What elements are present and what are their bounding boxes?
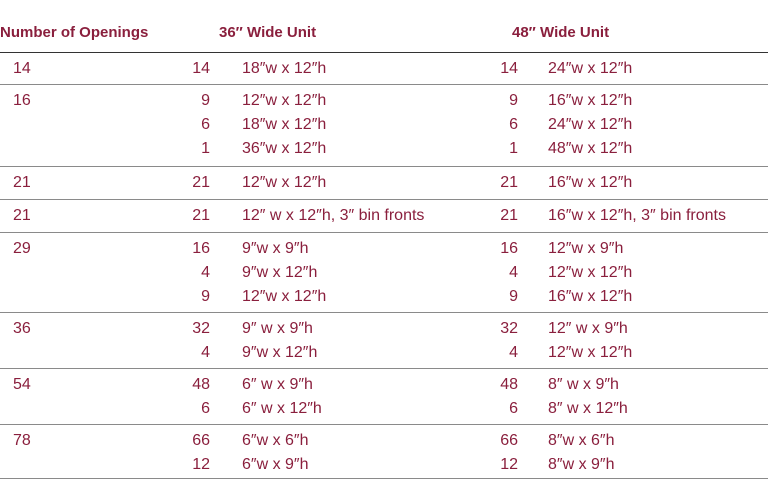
table-row: [0, 453, 768, 477]
qty-48: 32: [500, 320, 518, 337]
table-row: [0, 317, 768, 341]
table-row: [0, 341, 768, 365]
size-36: 9″w x 12″h: [242, 264, 318, 281]
header-number-of-openings: Number of Openings: [0, 24, 149, 41]
table-row: [0, 285, 768, 309]
size-36: 18″w x 12″h: [242, 116, 327, 133]
openings-count: 21: [13, 207, 31, 224]
table-group: [0, 313, 768, 369]
qty-36: 6: [201, 400, 210, 417]
qty-48: 1: [509, 140, 518, 157]
qty-48: 16: [500, 240, 518, 257]
openings-count: 14: [13, 60, 31, 77]
table-row: [0, 204, 768, 228]
openings-count: 16: [13, 92, 31, 109]
size-48: 8″w x 9″h: [548, 456, 615, 473]
size-36: 12″ w x 12″h, 3″ bin fronts: [242, 207, 425, 224]
table-row: [0, 237, 768, 261]
table-group: [0, 167, 768, 200]
size-48: 8″ w x 9″h: [548, 376, 619, 393]
qty-48: 6: [509, 400, 518, 417]
table-row: [0, 89, 768, 113]
table-row: [0, 373, 768, 397]
qty-48: 4: [509, 344, 518, 361]
qty-48: 9: [509, 92, 518, 109]
table-row: [0, 137, 768, 161]
qty-36: 32: [192, 320, 210, 337]
qty-36: 4: [201, 264, 210, 281]
qty-36: 48: [192, 376, 210, 393]
size-48: 16″w x 12″h: [548, 174, 633, 191]
openings-count: 36: [13, 320, 31, 337]
table-group: [0, 85, 768, 167]
size-36: 18″w x 12″h: [242, 60, 327, 77]
openings-count: 54: [13, 376, 31, 393]
size-48: 12″w x 9″h: [548, 240, 624, 257]
qty-48: 21: [500, 174, 518, 191]
size-48: 12″w x 12″h: [548, 344, 633, 361]
size-48: 12″ w x 9″h: [548, 320, 628, 337]
table-group: [0, 53, 768, 85]
qty-48: 6: [509, 116, 518, 133]
size-36: 9″w x 9″h: [242, 240, 309, 257]
size-48: 8″ w x 12″h: [548, 400, 628, 417]
size-48: 24″w x 12″h: [548, 60, 633, 77]
size-36: 9″ w x 9″h: [242, 320, 313, 337]
table-row: [0, 429, 768, 453]
table-group: [0, 200, 768, 233]
size-36: 12″w x 12″h: [242, 174, 327, 191]
table-row: [0, 113, 768, 137]
qty-36: 1: [201, 140, 210, 157]
header-36-wide-unit: 36″ Wide Unit: [219, 24, 317, 41]
size-48: 16″w x 12″h, 3″ bin fronts: [548, 207, 726, 224]
qty-36: 12: [192, 456, 210, 473]
size-48: 16″w x 12″h: [548, 92, 633, 109]
openings-count: 78: [13, 432, 31, 449]
table-row: [0, 261, 768, 285]
header-48-wide-unit: 48″ Wide Unit: [512, 24, 610, 41]
table-row: [0, 397, 768, 421]
qty-36: 21: [192, 207, 210, 224]
table-row: [0, 57, 768, 81]
size-48: 16″w x 12″h: [548, 288, 633, 305]
qty-36: 16: [192, 240, 210, 257]
table-group: [0, 369, 768, 425]
table-group: [0, 233, 768, 313]
qty-36: 9: [201, 92, 210, 109]
table-group: [0, 425, 768, 479]
openings-count: 21: [13, 174, 31, 191]
size-48: 48″w x 12″h: [548, 140, 633, 157]
qty-48: 14: [500, 60, 518, 77]
qty-36: 66: [192, 432, 210, 449]
qty-36: 4: [201, 344, 210, 361]
openings-count: 29: [13, 240, 31, 257]
size-36: 6″ w x 9″h: [242, 376, 313, 393]
size-36: 6″w x 9″h: [242, 456, 309, 473]
size-36: 6″w x 6″h: [242, 432, 309, 449]
qty-36: 9: [201, 288, 210, 305]
qty-36: 6: [201, 116, 210, 133]
qty-48: 12: [500, 456, 518, 473]
qty-48: 48: [500, 376, 518, 393]
size-36: 12″w x 12″h: [242, 92, 327, 109]
size-48: 12″w x 12″h: [548, 264, 633, 281]
table-row: [0, 171, 768, 195]
size-36: 6″ w x 12″h: [242, 400, 322, 417]
size-36: 36″w x 12″h: [242, 140, 327, 157]
qty-36: 21: [192, 174, 210, 191]
size-48: 8″w x 6″h: [548, 432, 615, 449]
size-36: 9″w x 12″h: [242, 344, 318, 361]
table-header: [0, 0, 768, 53]
qty-48: 66: [500, 432, 518, 449]
qty-48: 4: [509, 264, 518, 281]
size-36: 12″w x 12″h: [242, 288, 327, 305]
qty-36: 14: [192, 60, 210, 77]
qty-48: 21: [500, 207, 518, 224]
size-48: 24″w x 12″h: [548, 116, 633, 133]
qty-48: 9: [509, 288, 518, 305]
